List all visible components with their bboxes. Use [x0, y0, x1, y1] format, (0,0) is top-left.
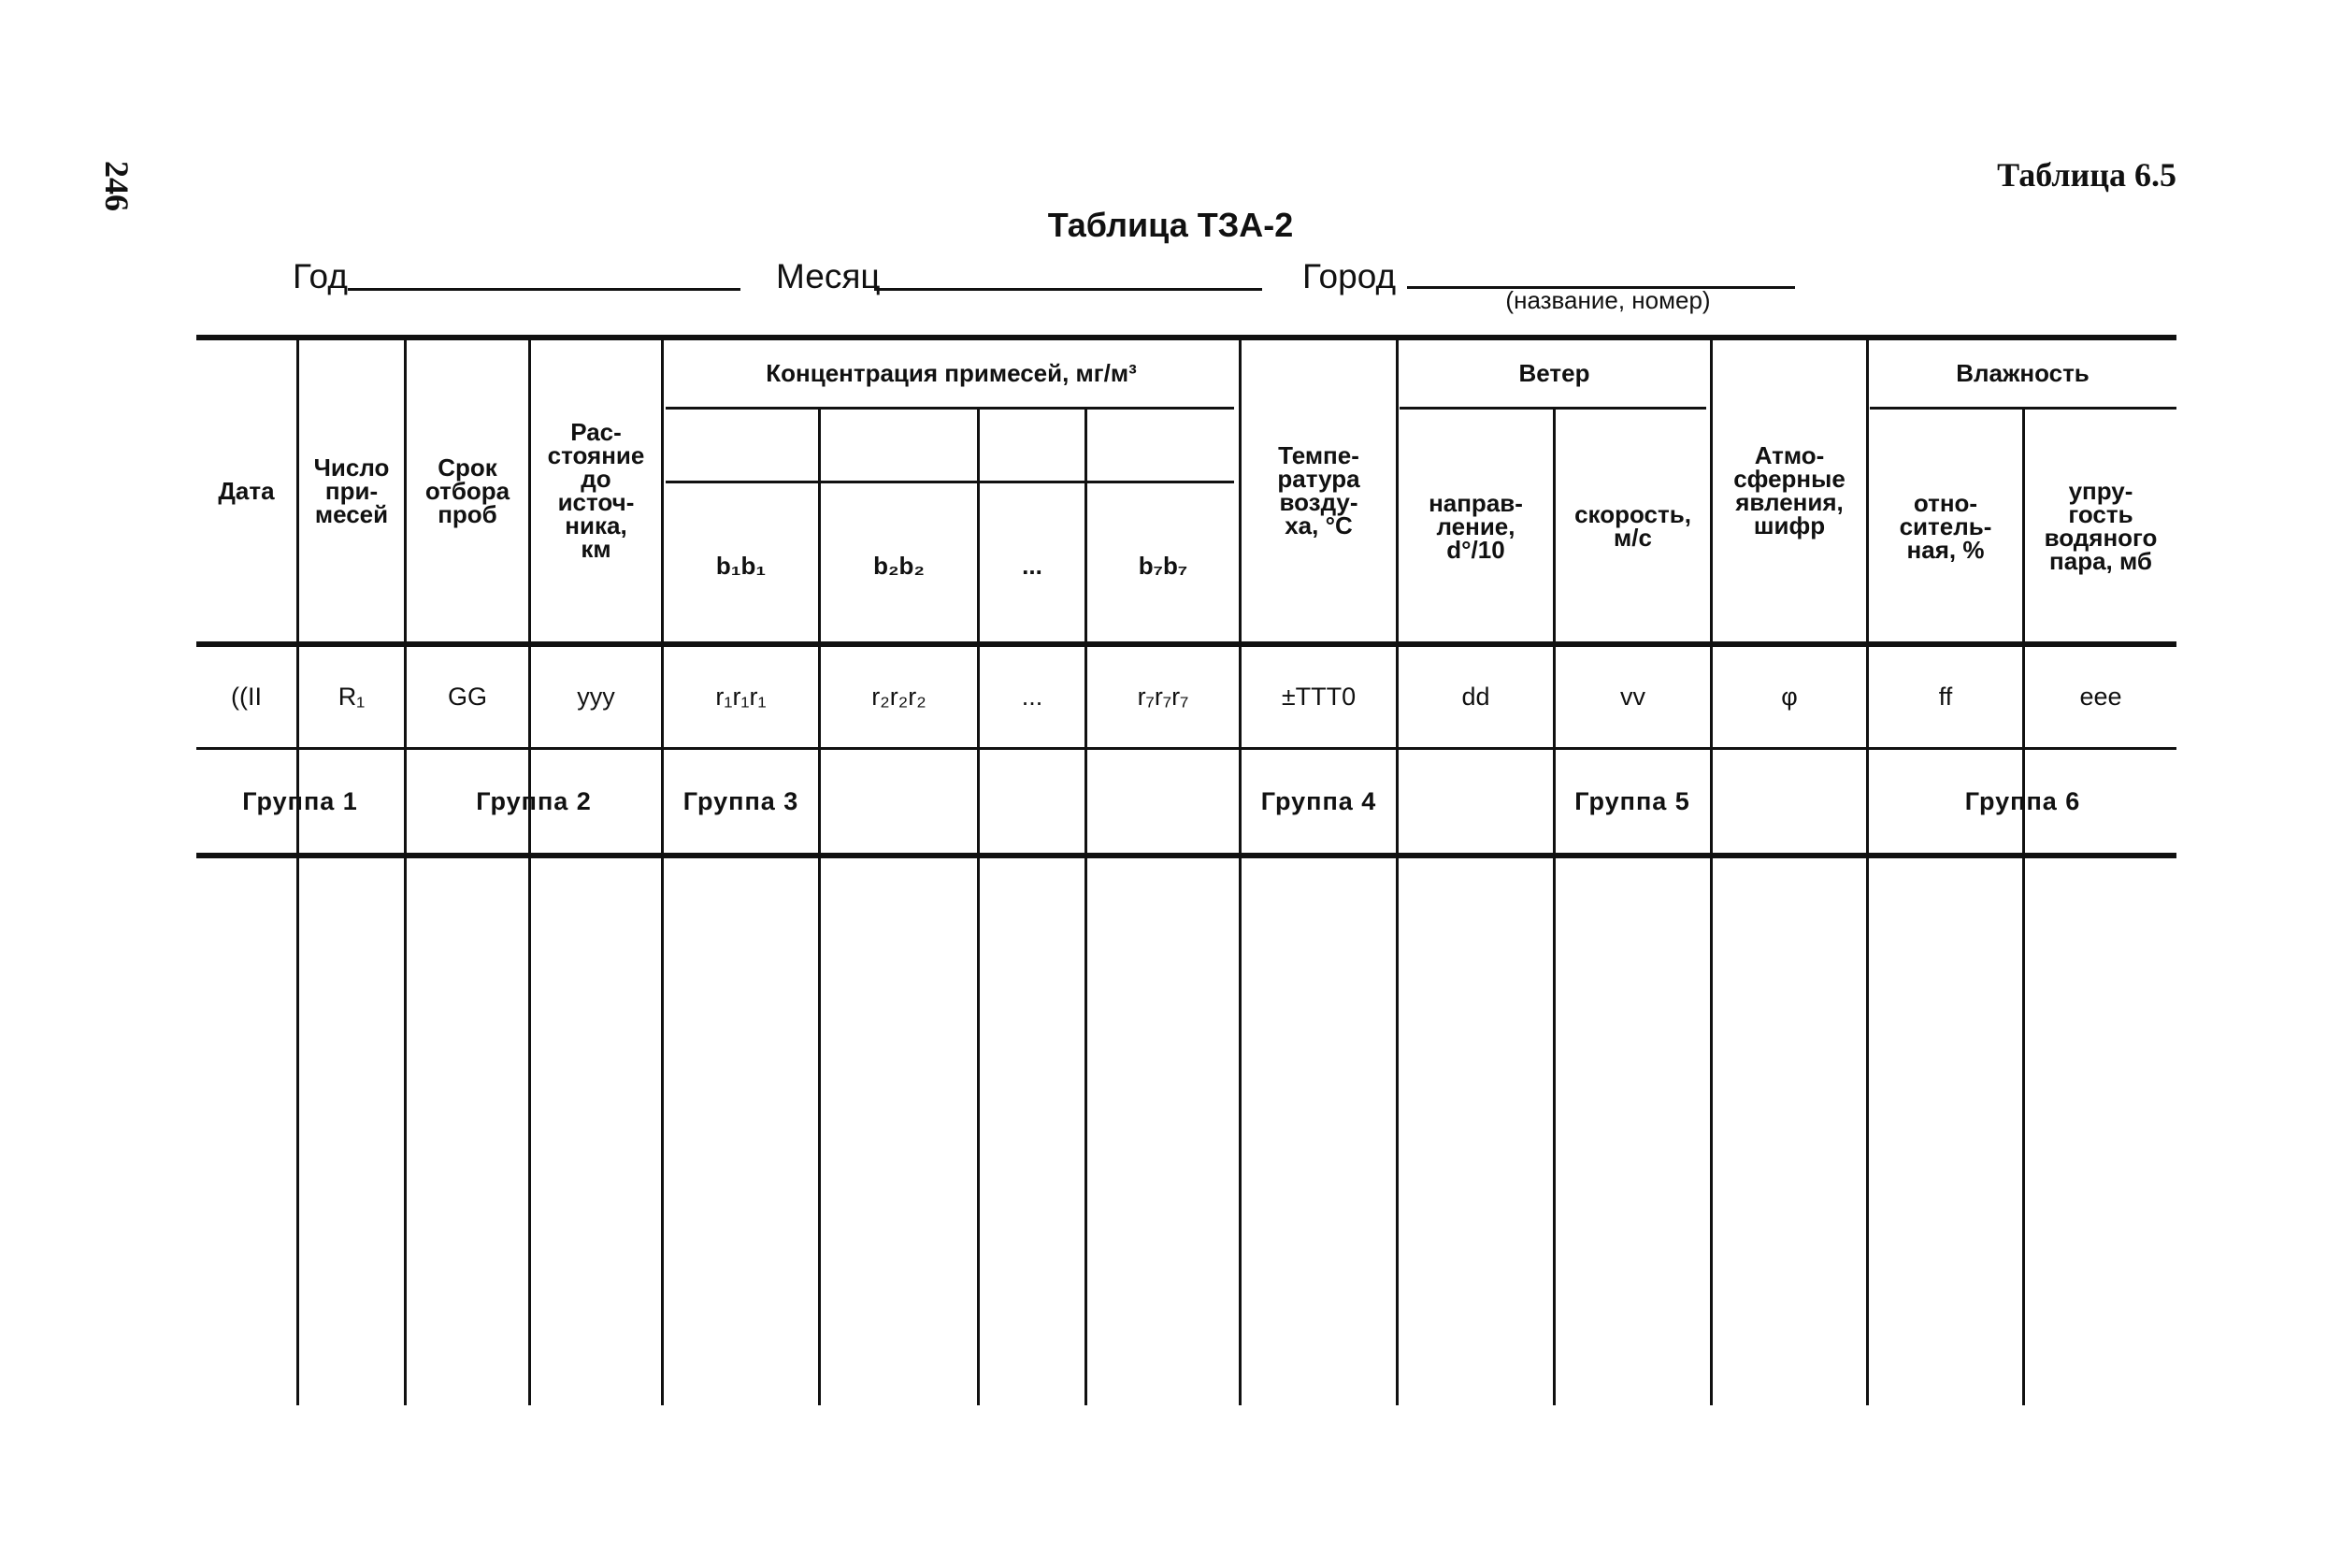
header-date: Дата [218, 476, 275, 505]
header-humidity: Влажность [1956, 359, 2090, 387]
year-label: Год [293, 257, 348, 295]
conc-header-rule [666, 407, 1234, 410]
year-field[interactable] [348, 288, 740, 291]
page-number: 246 [98, 161, 136, 211]
header-wind-direction: направ- ление, d°/10 [1429, 488, 1523, 564]
code-conc: r₇r₇r₇ [1137, 683, 1189, 711]
code-temperature: ±TTT0 [1281, 683, 1357, 711]
code-conc: r₂r₂r₂ [871, 683, 926, 711]
header-wind: Ветер [1518, 359, 1590, 387]
code-conc: r₁r₁r₁ [715, 683, 767, 711]
code-conc: ... [1021, 683, 1043, 711]
table-label: Таблица 6.5 [1997, 156, 2176, 194]
header-conc-col: b₇b₇ [1138, 551, 1188, 580]
code-sampling-time: GG [447, 683, 487, 711]
code-wind-speed: vv [1620, 683, 1645, 711]
month-field[interactable] [874, 288, 1262, 291]
header-conc-col: ... [1022, 551, 1042, 580]
code-num-impurities: R₁ [338, 683, 366, 711]
group-label: Группа 1 [242, 786, 358, 815]
header-humidity-relative: отно- ситель- ная, % [1899, 488, 1992, 564]
group-label: Группа 6 [1964, 786, 2081, 815]
header-humidity-pressure: упру- гость водяного пара, мб [2044, 477, 2158, 575]
header-sampling-time: Срок отбора проб [424, 453, 510, 528]
code-phenomena: φ [1781, 683, 1798, 711]
header-distance: Рас- стояние до источ- ника, км [547, 418, 645, 563]
code-distance: yyy [577, 683, 615, 711]
group-label: Группа 3 [682, 786, 799, 815]
code-humidity-relative: ff [1938, 683, 1953, 711]
header-conc-col: b₂b₂ [873, 551, 925, 580]
city-label: Город [1302, 257, 1397, 295]
group-label: Группа 2 [476, 786, 592, 815]
column-divider [661, 338, 664, 1405]
city-sublabel: (название, номер) [1505, 286, 1711, 314]
code-wind-direction: dd [1461, 683, 1490, 711]
header-temperature: Темпе- ратура возду- ха, °С [1277, 441, 1360, 539]
header-num-impurities: Число при- месей [313, 453, 390, 528]
groups-bottom-rule [196, 853, 2176, 858]
header-wind-speed: скорость, м/с [1574, 500, 1691, 552]
group-label: Группа 4 [1260, 786, 1377, 815]
conc-subheader-rule [666, 481, 1234, 483]
month-label: Месяц [776, 257, 881, 295]
code-humidity-pressure: eee [2079, 683, 2122, 711]
group-label: Группа 5 [1574, 786, 1690, 815]
header-phenomena: Атмо- сферные явления, шифр [1733, 441, 1846, 539]
table-title: Таблица ТЗА-2 [1047, 206, 1294, 244]
header-concentration: Концентрация примесей, мг/м³ [766, 359, 1137, 387]
code-date: ((II [231, 683, 262, 711]
header-conc-col: b₁b₁ [715, 551, 767, 580]
